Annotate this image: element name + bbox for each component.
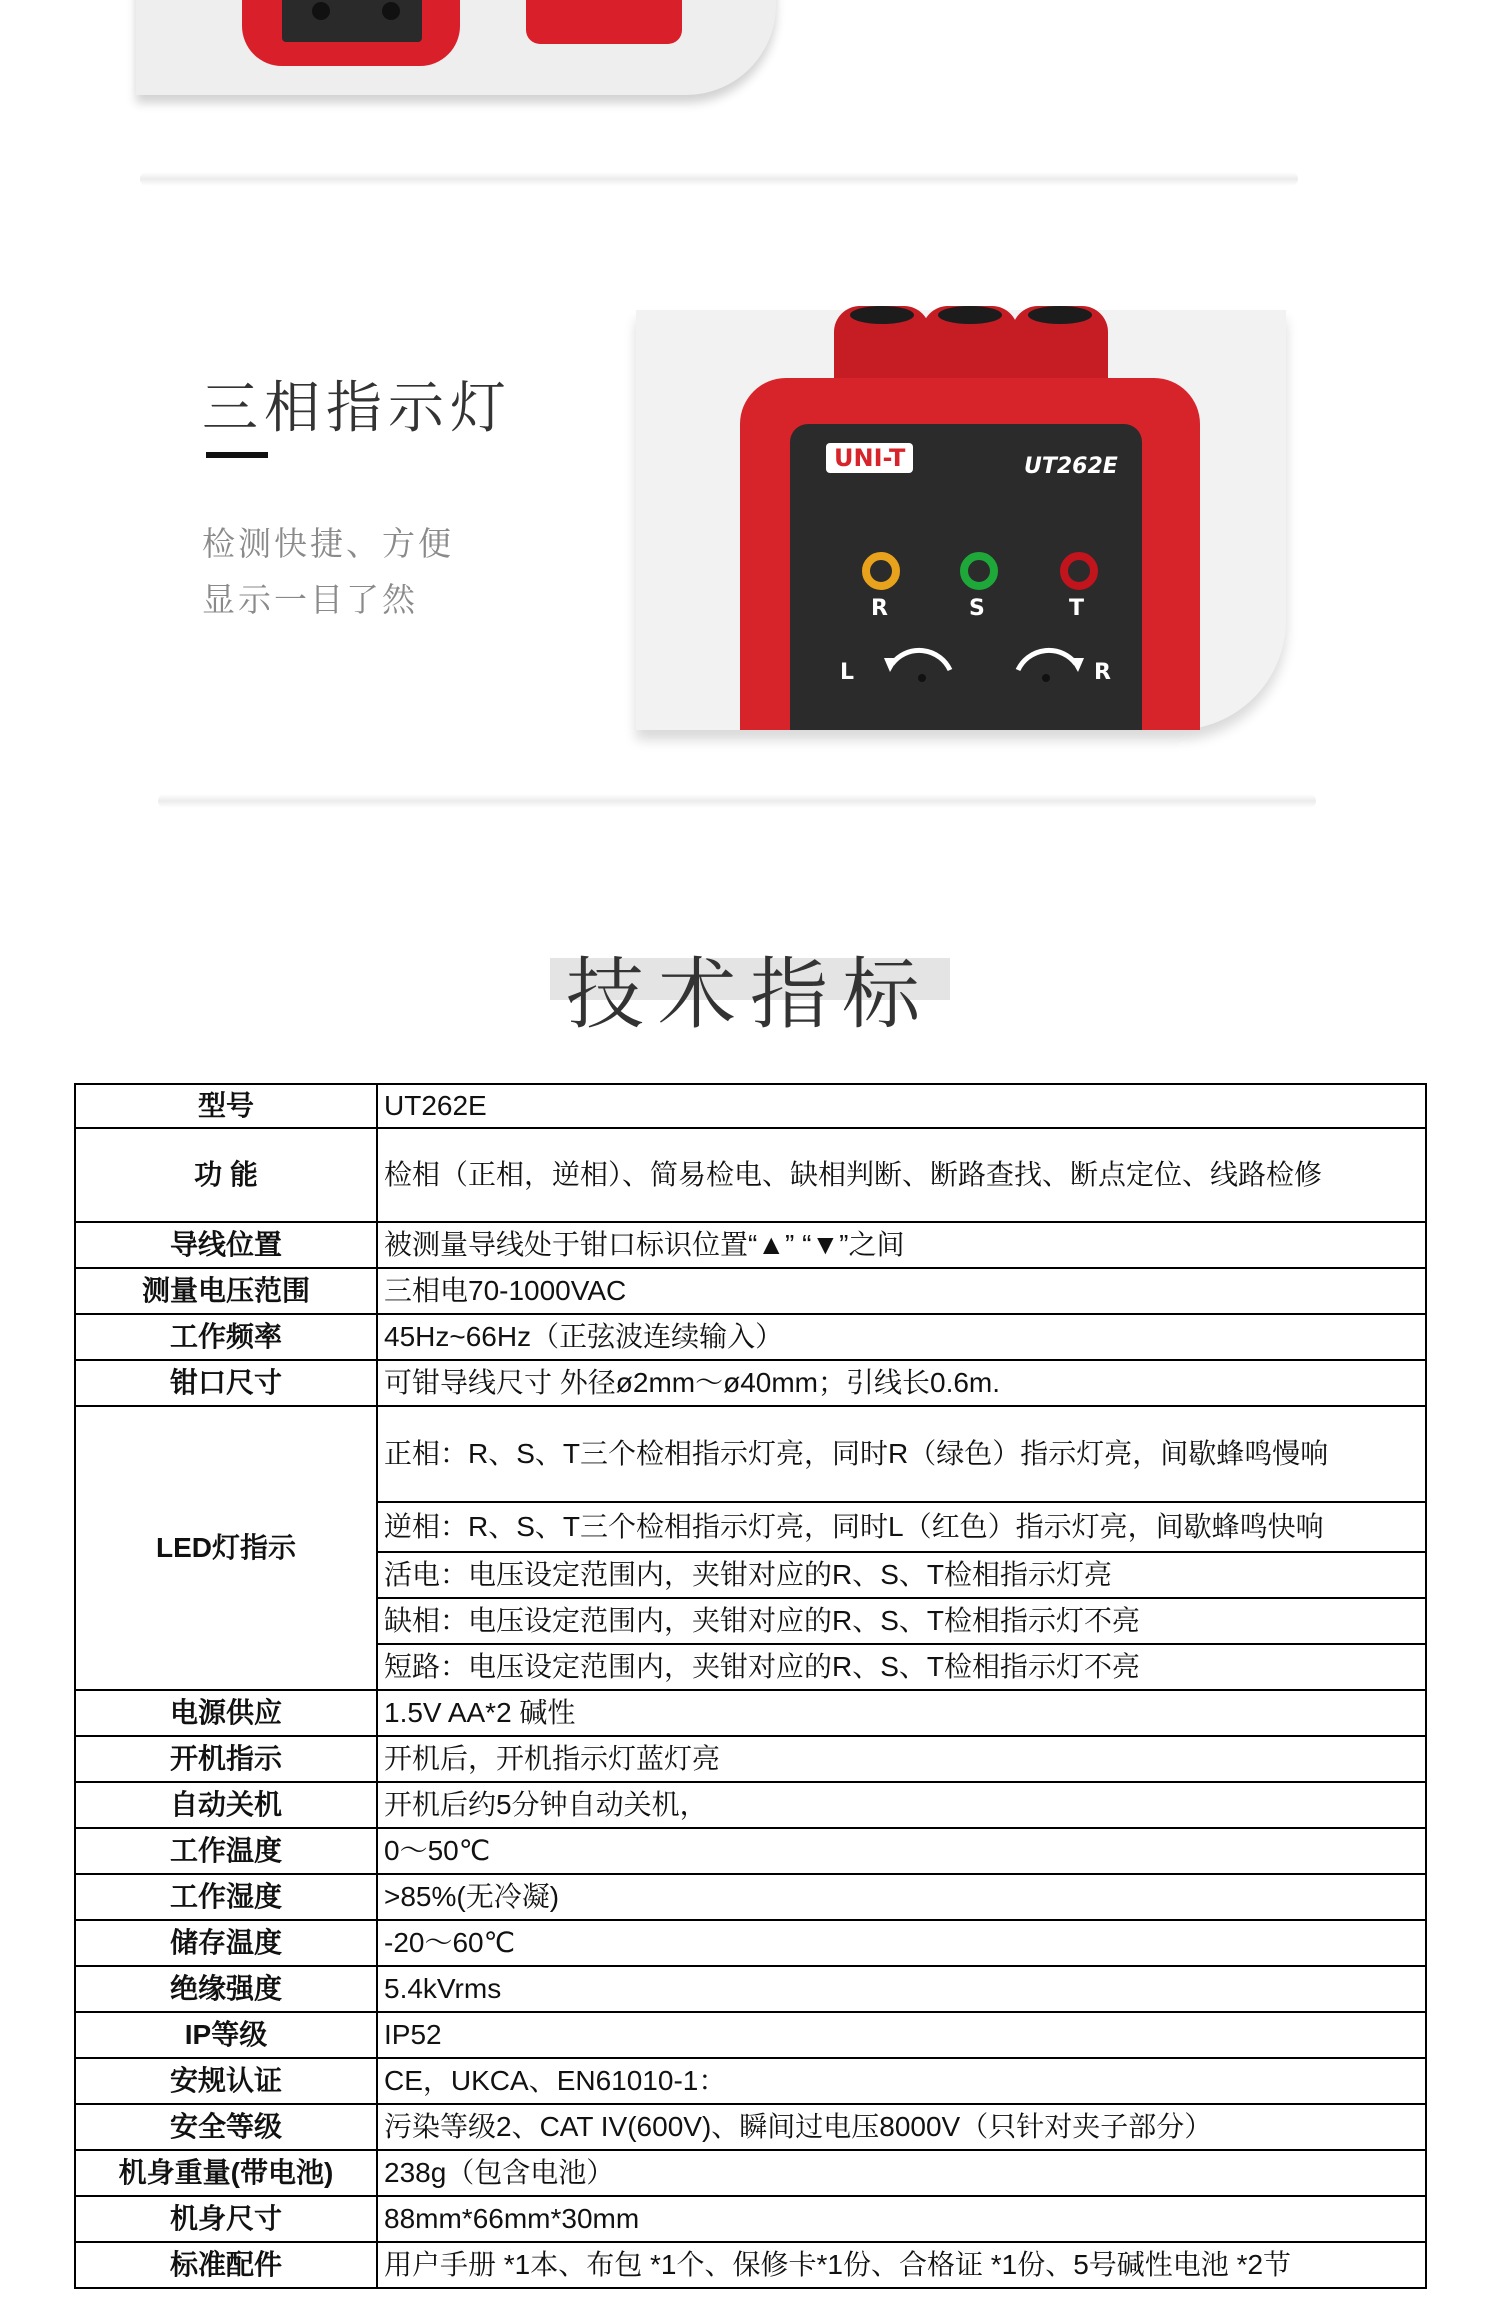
section-divider [158,794,1316,808]
device-clamp-base [242,0,460,66]
spec-label: 钳口尺寸 [75,1360,377,1406]
feature-line-1: 检测快捷、方便 [202,524,454,563]
feature-title: 三相指示灯 [202,376,512,441]
spec-value: 用户手册 *1本、布包 *1个、保修卡*1份、合格证 *1份、5号碱性电池 *2节 [377,2242,1426,2288]
table-row [75,1084,1426,1128]
spec-label: 标准配件 [75,2242,377,2288]
spec-label: 测量电压范围 [75,1268,377,1314]
table-row [75,1268,1426,1314]
table-row [75,2242,1426,2288]
spec-value: 检相（正相，逆相）、简易检电、缺相判断、断路查找、断点定位、线路检修 [377,1128,1426,1222]
spec-value: 活电：电压设定范围内，夹钳对应的R、S、T检相指示灯亮 [377,1552,1426,1598]
left-rotation-arrow-icon [862,640,954,692]
spec-value: 1.5V AA*2 碱性 [377,1690,1426,1736]
table-row [75,1222,1426,1268]
spec-value: 被测量导线处于钳口标识位置“▲” “▼”之间 [377,1222,1426,1268]
spec-value: 0～50℃ [377,1828,1426,1874]
led-t-label: T [1069,596,1085,621]
table-row [75,1690,1426,1736]
table-row [75,2104,1426,2150]
table-row [75,1828,1426,1874]
terminal-dot [382,2,400,20]
table-row [75,1782,1426,1828]
spec-label: 机身尺寸 [75,2196,377,2242]
led-r-indicator [862,552,900,590]
table-row [75,2150,1426,2196]
table-row [75,2196,1426,2242]
led-s-label: S [969,596,985,621]
spec-label: 型号 [75,1084,377,1128]
table-row [75,1406,1426,1502]
spec-label: IP等级 [75,2012,377,2058]
table-row [75,1128,1426,1222]
spec-value: 5.4kVrms [377,1966,1426,2012]
spec-value: 正相：R、S、T三个检相指示灯亮，同时R（绿色）指示灯亮，间歇蜂鸣慢响 [377,1406,1426,1502]
specs-table [74,1083,1427,2289]
spec-value: 缺相：电压设定范围内，夹钳对应的R、S、T检相指示灯不亮 [377,1598,1426,1644]
spec-value: 238g（包含电池） [377,2150,1426,2196]
spec-value: 可钳导线尺寸 外径ø2mm～ø40mm；引线长0.6m. [377,1360,1426,1406]
device-clamp-face [282,0,422,42]
table-row [75,1360,1426,1406]
spec-label: 工作频率 [75,1314,377,1360]
spec-label: 安规认证 [75,2058,377,2104]
terminal-dot [312,2,330,20]
table-row [75,1314,1426,1360]
table-row [75,1874,1426,1920]
table-row [75,1736,1426,1782]
spec-label: 开机指示 [75,1736,377,1782]
spec-value: 短路：电压设定范围内，夹钳对应的R、S、T检相指示灯不亮 [377,1644,1426,1690]
spec-label: 安全等级 [75,2104,377,2150]
led-r-label: R [871,596,888,621]
spec-value: 开机后约5分钟自动关机， [377,1782,1426,1828]
spec-label: 电源供应 [75,1690,377,1736]
rotation-left-label: L [840,660,855,685]
led-t-indicator [1060,552,1098,590]
spec-label: LED灯指示 [75,1406,377,1690]
spec-value: 三相电70-1000VAC [377,1268,1426,1314]
spec-value: 开机后，开机指示灯蓝灯亮 [377,1736,1426,1782]
spec-value: 45Hz~66Hz（正弦波连续输入） [377,1314,1426,1360]
spec-value: UT262E [377,1084,1426,1128]
model-label: UT262E [1024,454,1118,479]
section-divider [140,172,1298,186]
rotation-right-label: R [1094,660,1111,685]
title-underline [206,452,268,458]
table-row [75,2058,1426,2104]
specs-title: 技术指标 [565,950,934,1040]
device-case [526,0,682,44]
spec-label: 工作湿度 [75,1874,377,1920]
led-s-indicator [960,552,998,590]
spec-label: 自动关机 [75,1782,377,1828]
right-rotation-arrow-icon [1014,640,1106,692]
feature-line-2: 显示一目了然 [202,580,418,619]
spec-label: 机身重量(带电池) [75,2150,377,2196]
spec-value: 88mm*66mm*30mm [377,2196,1426,2242]
brand-logo: UNI-T [826,443,913,473]
table-row [75,2012,1426,2058]
spec-value: -20～60℃ [377,1920,1426,1966]
top-product-image [136,0,776,95]
spec-value: IP52 [377,2012,1426,2058]
spec-label: 绝缘强度 [75,1966,377,2012]
spec-value: >85%(无冷凝) [377,1874,1426,1920]
spec-value: 逆相：R、S、T三个检相指示灯亮，同时L（红色）指示灯亮，间歇蜂鸣快响 [377,1502,1426,1552]
table-row [75,1966,1426,2012]
spec-label: 工作温度 [75,1828,377,1874]
spec-value: 污染等级2、CAT IV(600V)、瞬间过电压8000V（只针对夹子部分） [377,2104,1426,2150]
spec-label: 功 能 [75,1128,377,1222]
spec-label: 导线位置 [75,1222,377,1268]
spec-value: CE，UKCA、EN61010-1： [377,2058,1426,2104]
table-row [75,1920,1426,1966]
spec-label: 储存温度 [75,1920,377,1966]
